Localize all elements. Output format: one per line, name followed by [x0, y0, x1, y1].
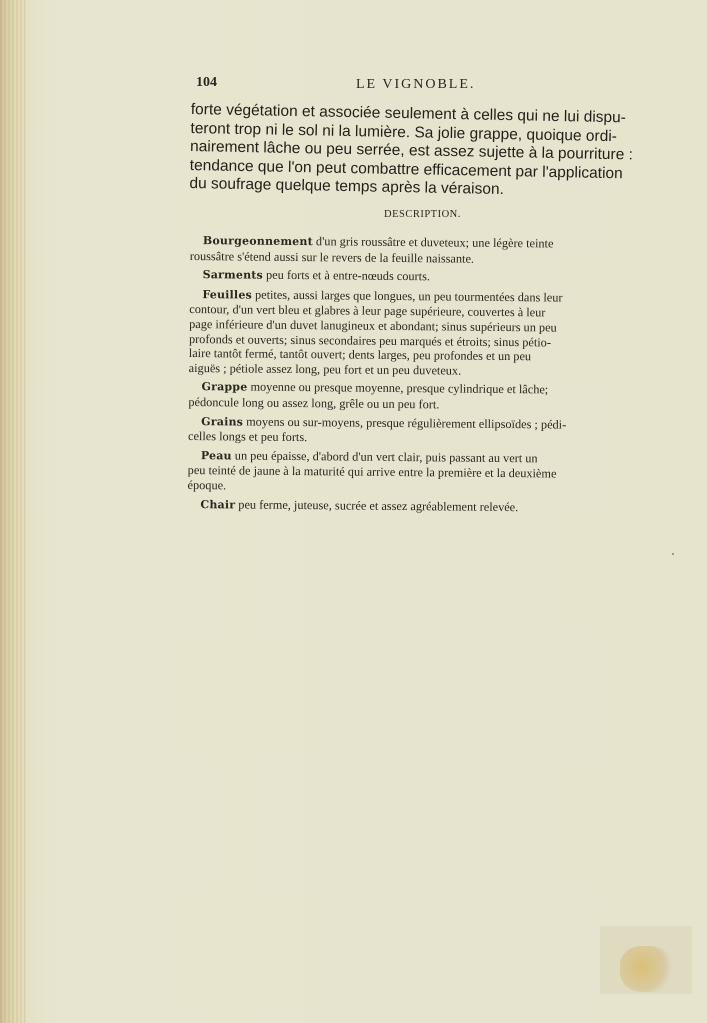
entry-term: Grappe	[201, 380, 248, 394]
entry-text: petites, aussi larges que longues, un peu tourmentées dans leur	[251, 287, 563, 305]
entry-line: aiguës ; pétiole assez long, peu fort et un peu duveteux.	[188, 360, 462, 378]
entry-line: peu teinté de jaune à la maturité qui arrive entre la première et la deuxième	[187, 463, 557, 481]
entry-term: Sarments	[202, 268, 264, 282]
entry-line	[187, 496, 643, 516]
entry-feuilles	[189, 287, 646, 380]
intro-line: tendance que l'on peut combattre efficacement par l'application	[189, 156, 623, 183]
intro-paragraph	[189, 101, 641, 203]
entry-text: un peu épaisse, d'abord d'un vert clair, puis passant au vert un	[231, 448, 538, 466]
entry-term: Peau	[200, 448, 232, 463]
entry-sarments	[190, 267, 646, 287]
entry-grappe	[188, 379, 644, 414]
page-number: 104	[196, 75, 217, 90]
entry-line: contour, d'un vert bleu et glabres à leur page supérieure, couvertes à leur	[189, 302, 546, 320]
entry-peau	[188, 448, 644, 497]
entry-line: roussâtre s'étend aussi sur le revers de la feuille naissante.	[189, 248, 475, 266]
entry-term: Bourgeonnement	[202, 234, 313, 249]
entry-text: moyenne ou presque moyenne, presque cylindrique et lâche;	[247, 379, 549, 397]
entry-bourgeonnement	[190, 233, 646, 268]
entry-line: page inférieure d'un duvet lanugineux et abondant; sinus supérieurs un peu	[189, 316, 557, 335]
page-gutter	[0, 0, 26, 1023]
entry-text: peu ferme, juteuse, sucrée et assez agréablement relevée.	[235, 496, 519, 514]
entry-line: pédoncule long ou assez long, grêle ou un peu fort.	[188, 394, 440, 412]
entry-term: Grains	[201, 414, 244, 429]
paper-speck	[672, 553, 674, 555]
page-header	[196, 75, 636, 97]
intro-line: teront trop ni le sol ni la lumière. Sa jolie grappe, quoique ordi-	[190, 119, 618, 145]
intro-line: du soufrage quelque temps après la véraison.	[189, 175, 505, 199]
entry-text: d'un gris roussâtre et duveteux; une légère teinte	[312, 234, 554, 251]
entry-text: peu forts et à entre-nœuds courts.	[262, 267, 431, 284]
stamp-mark	[620, 946, 674, 992]
entry-grains	[188, 414, 644, 449]
entry-term: Feuilles	[202, 287, 253, 302]
intro-line: forte végétation et associée seulement à celles qui ne lui dispu-	[190, 101, 627, 127]
entry-text: moyens ou sur-moyens, presque régulièrement ellipsoïdes ; pédi-	[243, 414, 567, 432]
corner-stamp	[600, 926, 692, 994]
entry-chair	[187, 496, 643, 516]
entry-line	[190, 267, 646, 287]
entry-line: laire tantôt fermé, tantôt ouvert; dents larges, peu profondes et un peu	[188, 346, 532, 364]
entry-line: profonds et ouverts; sinus secondaires peu marqués et étroits; sinus pétio-	[188, 331, 552, 350]
entry-line: époque.	[187, 477, 227, 493]
entry-term: Chair	[200, 497, 236, 511]
running-head: LE VIGNOBLE.	[356, 77, 476, 92]
intro-line: nairement lâche ou peu serrée, est assez sujette à la pourriture :	[189, 138, 634, 164]
description-list	[187, 233, 646, 520]
section-title: DESCRIPTION.	[384, 209, 461, 220]
entry-line: celles longs et peu forts.	[187, 429, 308, 445]
